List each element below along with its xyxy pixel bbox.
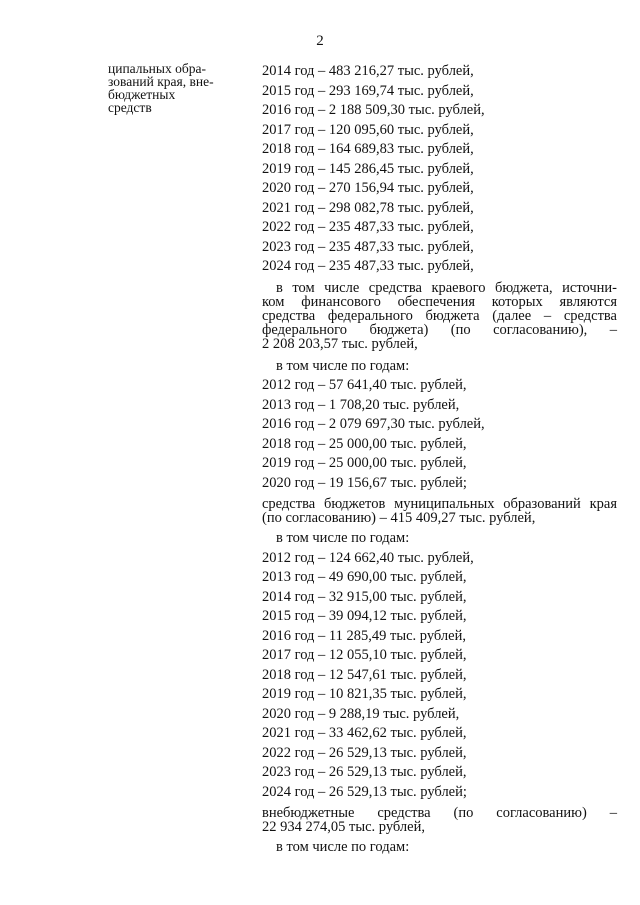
paragraph-line: федерального бюджета) (по согласованию), –: [262, 321, 617, 338]
year-amount-line: 2014 год – 32 915,00 тыс. рублей,: [262, 588, 467, 605]
left-label-line: ципальных обра-: [108, 61, 206, 76]
year-amount-line: 2015 год – 293 169,74 тыс. рублей,: [262, 82, 474, 99]
year-amount-line: 2016 год – 2 188 509,30 тыс. рублей,: [262, 102, 485, 118]
year-amount-line: 2014 год – 483 216,27 тыс. рублей,: [262, 63, 474, 79]
year-amount-line: 2021 год – 298 082,78 тыс. рублей,: [262, 199, 474, 216]
year-amount-line: 2023 год – 26 529,13 тыс. рублей,: [262, 764, 467, 780]
page-number: 2: [316, 33, 324, 49]
year-amount-line: 2013 год – 49 690,00 тыс. рублей,: [262, 569, 467, 585]
federal-budget-paragraph: [262, 281, 617, 351]
paragraph-line: 22 934 274,05 тыс. рублей,: [262, 819, 425, 835]
year-amount-line: 2016 год – 2 079 697,30 тыс. рублей,: [262, 416, 485, 432]
by-years-heading: в том числе по годам:: [276, 530, 410, 546]
year-amount-line: 2019 год – 10 821,35 тыс. рублей,: [262, 686, 467, 702]
year-amount-line: 2022 год – 26 529,13 тыс. рублей,: [262, 744, 467, 761]
year-amount-line: 2017 год – 120 095,60 тыс. рублей,: [262, 121, 474, 138]
year-amount-line: 2018 год – 25 000,00 тыс. рублей,: [262, 435, 467, 452]
year-amount-line: 2013 год – 1 708,20 тыс. рублей,: [262, 396, 460, 413]
left-label-line: средств: [108, 100, 152, 115]
paragraph-line: (по согласованию) – 415 409,27 тыс. рублей,: [262, 510, 536, 526]
by-years-heading: в том числе по годам:: [276, 357, 410, 374]
by-years-heading: в том числе по годам:: [276, 839, 410, 855]
year-amount-line: 2019 год – 145 286,45 тыс. рублей,: [262, 160, 474, 177]
year-amount-line: 2012 год – 57 641,40 тыс. рублей,: [262, 377, 467, 393]
yearly-list-total: [262, 62, 617, 277]
year-amount-line: 2021 год – 33 462,62 тыс. рублей,: [262, 725, 467, 741]
municipal-budget-paragraph: [262, 497, 617, 525]
year-amount-line: 2020 год – 19 156,67 тыс. рублей;: [262, 474, 467, 491]
paragraph-line: средства федерального бюджета (далее – средства: [262, 307, 617, 324]
left-label-line: бюджетных: [108, 87, 176, 102]
yearly-list-municipal: [262, 549, 617, 803]
year-amount-line: 2019 год – 25 000,00 тыс. рублей,: [262, 455, 467, 471]
year-amount-line: 2018 год – 164 689,83 тыс. рублей,: [262, 141, 474, 157]
year-amount-line: 2018 год – 12 547,61 тыс. рублей,: [262, 666, 467, 683]
year-amount-line: 2015 год – 39 094,12 тыс. рублей,: [262, 608, 467, 624]
left-label: [108, 62, 238, 114]
year-amount-line: 2024 год – 235 487,33 тыс. рублей,: [262, 258, 474, 274]
year-amount-line: 2020 год – 9 288,19 тыс. рублей,: [262, 705, 460, 722]
left-label-line: зований края, вне-: [108, 74, 214, 89]
paragraph-line: средства бюджетов муниципальных образований края: [262, 496, 617, 512]
paragraph-line: внебюджетные средства (по согласованию) –: [262, 805, 617, 821]
paragraph-line: ком финансового обеспечения которых являются: [262, 293, 617, 310]
year-amount-line: 2020 год – 270 156,94 тыс. рублей,: [262, 180, 474, 196]
extrabudgetary-paragraph: [262, 806, 617, 834]
funding-text: [262, 62, 617, 858]
paragraph-line: в том числе средства краевого бюджета, источни-: [276, 279, 617, 296]
year-amount-line: 2022 год – 235 487,33 тыс. рублей,: [262, 219, 474, 235]
yearly-list-federal: [262, 376, 617, 493]
year-amount-line: 2012 год – 124 662,40 тыс. рублей,: [262, 549, 474, 566]
year-amount-line: 2017 год – 12 055,10 тыс. рублей,: [262, 647, 467, 663]
year-amount-line: 2024 год – 26 529,13 тыс. рублей;: [262, 783, 467, 800]
year-amount-line: 2016 год – 11 285,49 тыс. рублей,: [262, 627, 466, 644]
year-amount-line: 2023 год – 235 487,33 тыс. рублей,: [262, 238, 474, 255]
paragraph-line: 2 208 203,57 тыс. рублей,: [262, 335, 418, 352]
